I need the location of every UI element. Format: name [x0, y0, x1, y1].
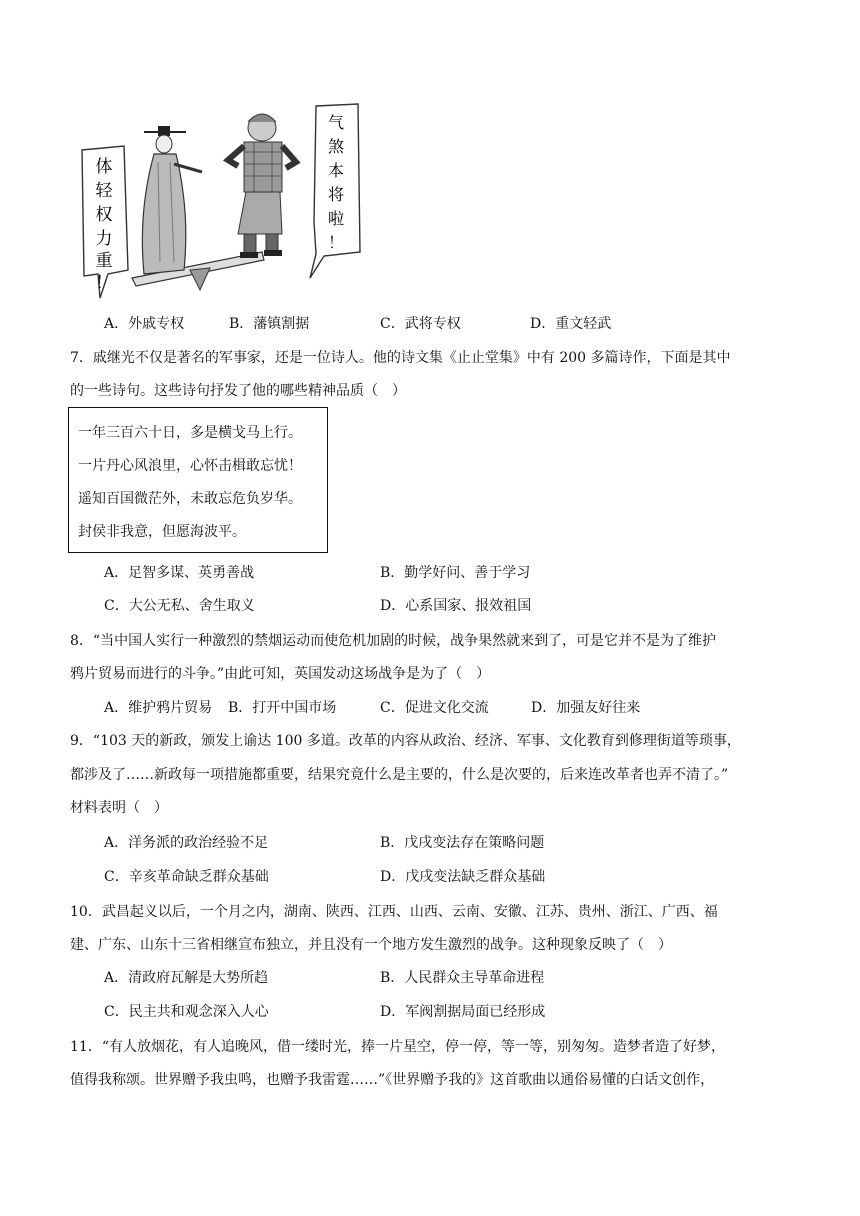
left-bubble-char: 轻 [95, 181, 113, 201]
poem-line: 遥知百国微茫外，未敢忘危负岁华。 [78, 491, 302, 507]
q10-stem: 10．武昌起义以后，一个月之内，湖南、陕西、江西、山西、云南、安徽、江苏、贵州、浙江、广西、福 [70, 904, 718, 920]
q8-stem: 鸦片贸易而进行的斗争。”由此可知，英国发动这场战争是为了（ ） [70, 666, 491, 682]
left-bubble-char: 力 [95, 229, 113, 249]
q11-stem: 值得我称颂。世界赠予我虫鸣，也赠予我雷霆……”《世界赠予我的》这首歌曲以通俗易懂的白话文创作， [70, 1072, 715, 1088]
q6-option-d[interactable]: D．重文轻武 [530, 316, 612, 332]
q6-option-a[interactable]: A．外戚专权 [104, 316, 185, 332]
q7-option-d[interactable]: D．心系国家、报效祖国 [380, 598, 532, 614]
right-bubble-char: 气 [327, 113, 345, 132]
q7-option-c[interactable]: C．大公无私、舍生取义 [104, 598, 255, 614]
q7-stem: 的一些诗句。这些诗句抒发了他的哪些精神品质（ ） [70, 383, 406, 399]
left-bubble-char: 权 [95, 205, 113, 225]
q9-stem: 9．“103 天的新政，颁发上谕达 100 多道。改革的内容从政治、经济、军事、文化教育到修理街道等琐事， [70, 733, 741, 749]
q6-option-b[interactable]: B．藩镇割据 [229, 316, 310, 332]
q10-option-d[interactable]: D．军阀割据局面已经形成 [380, 1004, 546, 1020]
left-bubble-char: ！ [95, 273, 113, 293]
q7-option-a[interactable]: A．足智多谋、英勇善战 [104, 565, 255, 581]
q8-option-b[interactable]: B．打开中国市场 [228, 700, 337, 716]
q8-option-a[interactable]: A．维护鸦片贸易 [104, 700, 213, 716]
poem-line: 一年三百六十日，多是横戈马上行。 [78, 425, 302, 441]
right-bubble-char: 将 [327, 185, 345, 204]
q9-option-c[interactable]: C．辛亥革命缺乏群众基础 [104, 869, 269, 885]
q9-stem: 都涉及了……新政每一项措施都重要，结果究竟什么是主要的，什么是次要的，后来连改革者也弄不清了。” [70, 767, 729, 783]
poem-box [68, 407, 328, 553]
q9-stem: 材料表明（ ） [70, 800, 168, 816]
left-bubble-char: 重 [95, 251, 113, 271]
q9-option-a[interactable]: A．洋务派的政治经验不足 [104, 835, 269, 851]
right-bubble-char: 本 [327, 161, 345, 180]
q8-option-c[interactable]: C．促进文化交流 [380, 700, 489, 716]
right-bubble-char: 煞 [327, 137, 345, 156]
q10-option-a[interactable]: A．清政府瓦解是大势所趋 [104, 970, 269, 986]
poem-line: 一片丹心风浪里，心怀击楫敢忘忧！ [78, 458, 302, 474]
q10-stem: 建、广东、山东十三省相继宣布独立，并且没有一个地方发生激烈的战争。这种现象反映了（ ） [70, 937, 672, 953]
q7-option-b[interactable]: B．勤学好问、善于学习 [380, 565, 531, 581]
right-bubble-char: 啦 [327, 209, 345, 228]
q9-option-d[interactable]: D．戊戌变法缺乏群众基础 [380, 869, 546, 885]
right-bubble-char: ！ [327, 233, 345, 252]
scholar-official-figure [142, 126, 202, 274]
q10-option-b[interactable]: B．人民群众主导革命进程 [380, 970, 545, 986]
q10-option-c[interactable]: C．民主共和观念深入人心 [104, 1004, 269, 1020]
poem-line: 封侯非我意，但愿海波平。 [78, 524, 246, 540]
seesaw-cartoon-illustration [78, 102, 368, 302]
q8-stem: 8．“当中国人实行一种激烈的禁烟运动而使危机加剧的时候，战争果然就来到了，可是它并不是为了维护 [70, 633, 717, 649]
q8-option-d[interactable]: D．加强友好往来 [531, 700, 641, 716]
q7-stem: 7．戚继光不仅是著名的军事家，还是一位诗人。他的诗文集《止止堂集》中有 200 多篇诗作，下面是其中 [70, 350, 731, 366]
left-bubble-char: 体 [95, 157, 113, 177]
q9-option-b[interactable]: B．戊戌变法存在策略问题 [380, 835, 545, 851]
q11-stem: 11．“有人放烟花，有人追晚风，借一缕时光，捧一片星空，停一停，等一等，别匆匆。造梦者造了好梦， [70, 1039, 725, 1055]
q6-option-c[interactable]: C．武将专权 [380, 316, 461, 332]
armored-general-figure [228, 114, 296, 258]
